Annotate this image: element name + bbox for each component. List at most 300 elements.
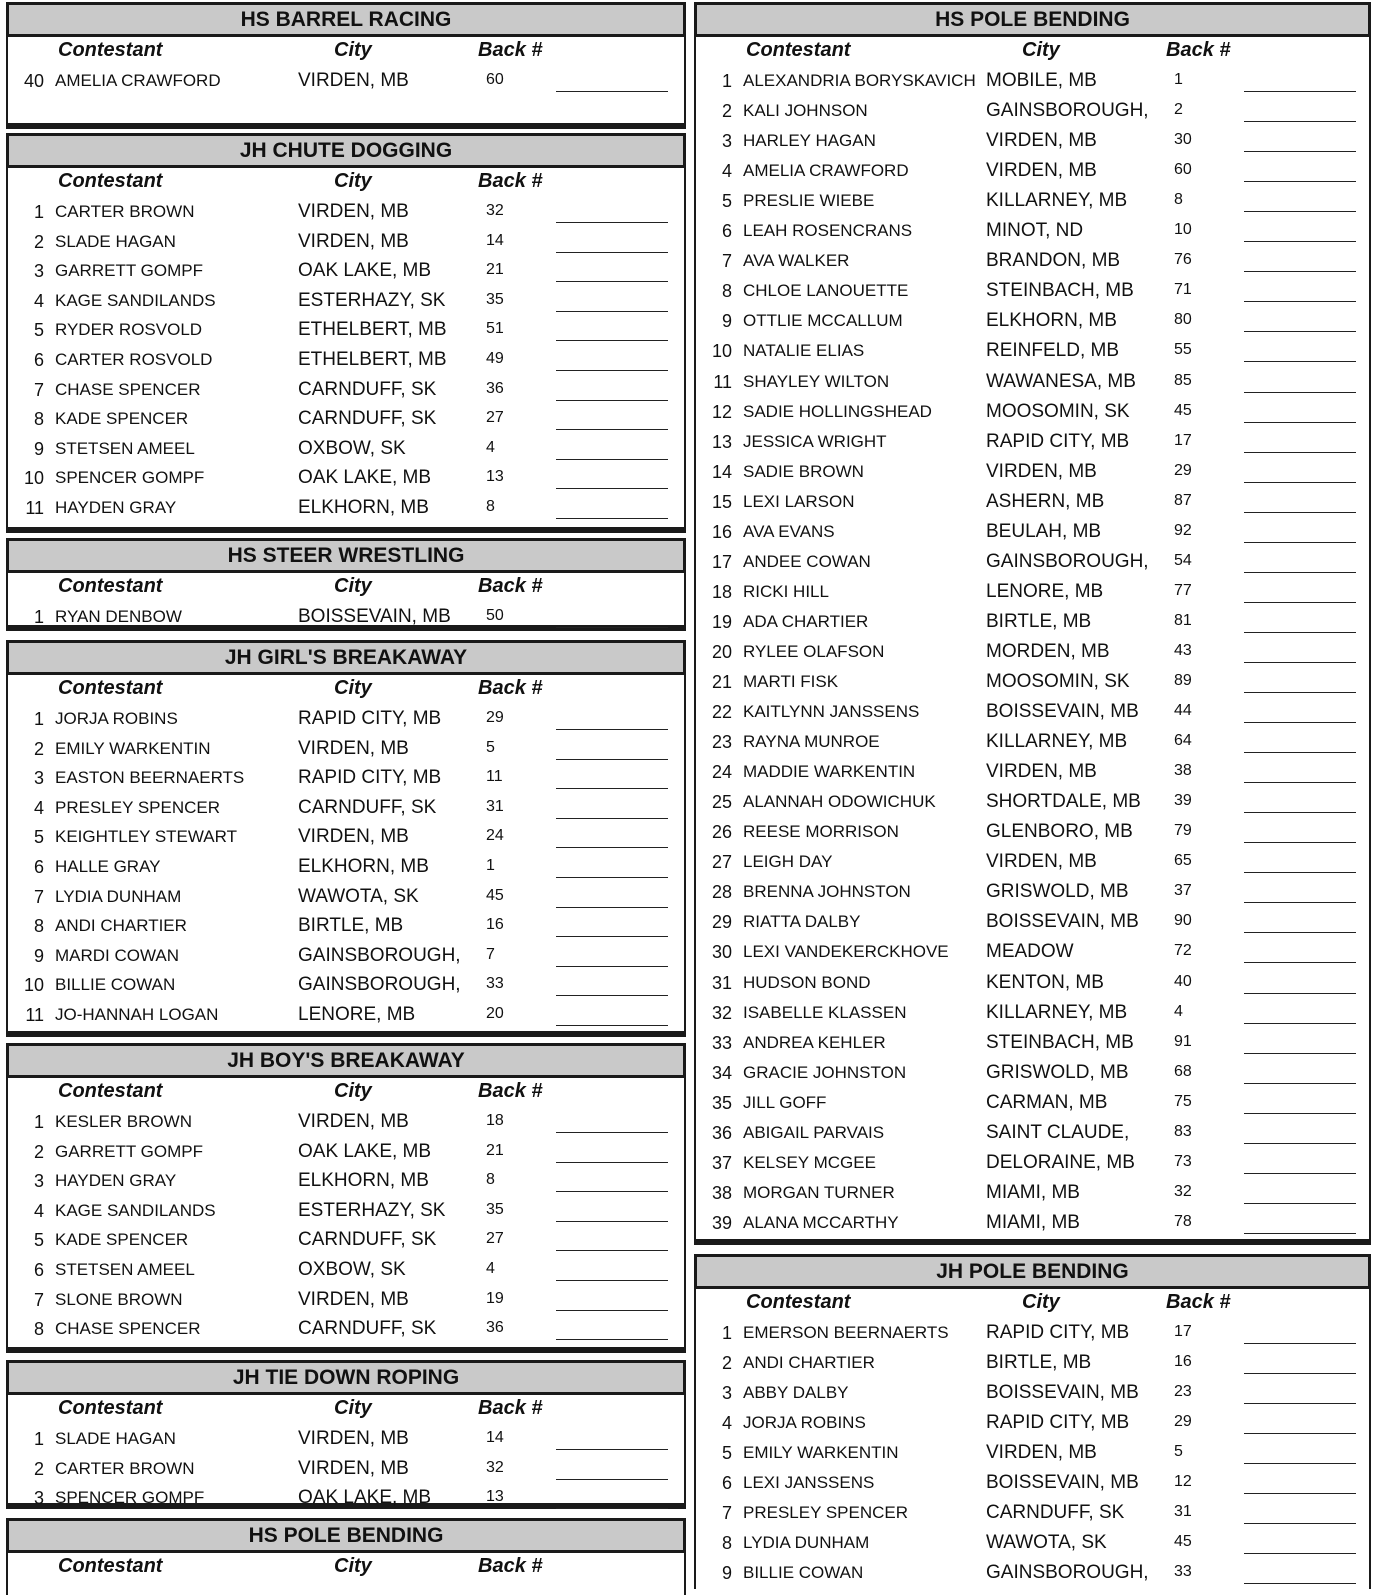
- back-number: 72: [1174, 942, 1192, 960]
- back-number: 73: [1174, 1152, 1192, 1170]
- score-line[interactable]: [1244, 1493, 1356, 1494]
- back-number: 77: [1174, 581, 1192, 599]
- row-number: 8: [33, 916, 44, 937]
- back-number: 45: [486, 886, 504, 904]
- table-row: [8, 1315, 684, 1345]
- back-number: 50: [486, 607, 504, 624]
- table-row: [8, 1167, 684, 1197]
- contestant-name: HAYDEN GRAY: [55, 498, 177, 517]
- back-number: 92: [1174, 521, 1192, 539]
- contestant-city: BOISSEVAIN, MB: [986, 1472, 1139, 1494]
- table-row: [8, 67, 684, 97]
- contestant-name: SPENCER GOMPF: [55, 468, 205, 488]
- score-line[interactable]: [556, 429, 668, 430]
- score-line[interactable]: [556, 1310, 668, 1311]
- contestant-name: RICKI HILL: [743, 581, 829, 601]
- score-line[interactable]: [1244, 842, 1356, 843]
- row-number: 4: [33, 797, 44, 818]
- contestant-name: LYDIA DUNHAM: [55, 886, 182, 906]
- score-line[interactable]: [556, 459, 668, 460]
- score-line[interactable]: [556, 370, 668, 371]
- contestant-name: MORGAN TURNER: [743, 1182, 895, 1202]
- back-number: 20: [486, 1005, 504, 1022]
- contestant-name: ANDREA KEHLER: [743, 1032, 886, 1052]
- back-number: 21: [486, 261, 504, 279]
- score-line[interactable]: [1244, 331, 1356, 332]
- contestant-city: ESTERHAZY, SK: [298, 1199, 446, 1221]
- contestant-name: JILL GOFF: [743, 1092, 827, 1112]
- contestant-city: GAINSBOROUGH,: [986, 100, 1149, 122]
- score-line[interactable]: [1244, 361, 1356, 362]
- contestant-city: ETHELBERT, MB: [298, 349, 447, 370]
- table-row: [696, 157, 1369, 187]
- contestant-name: EASTON BEERNAERTS: [55, 768, 245, 788]
- back-number: 36: [486, 1319, 504, 1337]
- score-line[interactable]: [1244, 392, 1356, 393]
- score-line[interactable]: [1244, 632, 1356, 633]
- contestant-name: CHASE SPENCER: [55, 1319, 201, 1339]
- score-line[interactable]: [1244, 782, 1356, 783]
- table-row: [696, 1029, 1369, 1059]
- contestant-name: KADE SPENCER: [55, 409, 189, 429]
- row-number: 33: [711, 1032, 732, 1053]
- score-line[interactable]: [556, 877, 668, 878]
- table-row: [8, 376, 684, 406]
- column-headers: [696, 39, 1369, 67]
- contestant-name: RYDER ROSVOLD: [55, 320, 203, 340]
- contestant-city: OXBOW, SK: [298, 437, 406, 459]
- row-number: 1: [721, 71, 732, 91]
- score-line[interactable]: [556, 627, 668, 628]
- score-line[interactable]: [1244, 91, 1356, 92]
- contestant-name: PRESLEY SPENCER: [55, 797, 221, 817]
- contestant-city: MOOSOMIN, SK: [986, 671, 1130, 692]
- score-line[interactable]: [1244, 241, 1356, 242]
- table-row: [696, 1409, 1369, 1439]
- contestant-name: CARTER BROWN: [55, 1458, 195, 1478]
- contestant-city: STEINBACH, MB: [986, 280, 1134, 302]
- contestant-name: JESSICA WRIGHT: [743, 431, 887, 451]
- contestant-name: BILLIE COWAN: [55, 975, 176, 995]
- contestant-name: ALANNAH ODOWICHUK: [743, 792, 936, 812]
- column-header-contestant: Contestant: [746, 39, 851, 61]
- contestant-name: GARRETT GOMPF: [55, 261, 203, 281]
- column-headers: [8, 1080, 684, 1108]
- contestant-name: LEIGH DAY: [743, 852, 833, 872]
- score-line[interactable]: [556, 1250, 668, 1251]
- table-row: [696, 548, 1369, 578]
- table-row: [696, 999, 1369, 1029]
- contestant-name: AVA WALKER: [743, 251, 850, 271]
- score-line[interactable]: [556, 966, 668, 967]
- back-number: 29: [1174, 1413, 1192, 1431]
- row-number: 35: [711, 1092, 732, 1113]
- contestant-city: MOOSOMIN, SK: [986, 400, 1130, 422]
- score-line[interactable]: [1244, 572, 1356, 573]
- score-line[interactable]: [1244, 452, 1356, 453]
- contestant-name: SHAYLEY WILTON: [743, 371, 890, 391]
- contestant-name: STETSEN AMEEL: [55, 1260, 195, 1279]
- row-number: 26: [711, 822, 732, 843]
- row-number: 7: [33, 886, 44, 907]
- score-line[interactable]: [1244, 1523, 1356, 1524]
- table-row: [696, 938, 1369, 968]
- table-row: [696, 1529, 1369, 1559]
- back-number: 4: [486, 1260, 495, 1277]
- table-row: [696, 1089, 1369, 1119]
- row-number: 30: [711, 942, 732, 963]
- score-line[interactable]: [1244, 301, 1356, 302]
- score-line[interactable]: [1244, 872, 1356, 873]
- table-row: [696, 307, 1369, 337]
- score-line[interactable]: [1244, 692, 1356, 693]
- contestant-city: BOISSEVAIN, MB: [986, 1382, 1139, 1404]
- contestant-city: RAPID CITY, MB: [986, 430, 1130, 452]
- back-number: 87: [1174, 491, 1192, 509]
- back-number: 65: [1174, 852, 1192, 870]
- contestant-name: ADA CHARTIER: [743, 611, 869, 631]
- contestant-city: VIRDEN, MB: [986, 460, 1097, 482]
- back-number: 10: [1174, 221, 1192, 239]
- contestant-name: LEXI VANDEKERCKHOVE: [743, 942, 949, 962]
- score-line[interactable]: [556, 907, 668, 908]
- score-line[interactable]: [1244, 1403, 1356, 1404]
- column-headers: [8, 170, 684, 198]
- section-title: HS BARREL RACING: [6, 2, 686, 37]
- score-line[interactable]: [1244, 1203, 1356, 1204]
- contestant-name: JORJA ROBINS: [55, 709, 178, 728]
- score-line[interactable]: [1244, 932, 1356, 933]
- table-row: [8, 435, 684, 465]
- contestant-city: LENORE, MB: [986, 580, 1104, 602]
- contestant-city: ASHERN, MB: [986, 490, 1105, 512]
- table-row: [8, 1256, 684, 1286]
- contestant-city: VIRDEN, MB: [986, 851, 1097, 873]
- row-number: 1: [33, 607, 44, 627]
- score-line[interactable]: [556, 1339, 668, 1340]
- score-line[interactable]: [1244, 1143, 1356, 1144]
- row-number: 7: [721, 251, 732, 272]
- row-number: 7: [33, 1289, 44, 1310]
- table-row: [8, 228, 684, 258]
- score-line[interactable]: [556, 818, 668, 819]
- contestant-name: KADE SPENCER: [55, 1230, 189, 1250]
- contestant-city: CARNDUFF, SK: [298, 1229, 437, 1251]
- back-number: 38: [1174, 762, 1192, 780]
- table-row: [696, 277, 1369, 307]
- back-number: 76: [1174, 251, 1192, 269]
- score-line[interactable]: [1244, 1463, 1356, 1464]
- table-row: [696, 608, 1369, 638]
- back-number: 4: [1174, 1002, 1183, 1020]
- section-body: [6, 1078, 686, 1353]
- row-number: 2: [33, 231, 44, 252]
- back-number: 8: [486, 1171, 495, 1189]
- score-line[interactable]: [1244, 602, 1356, 603]
- score-line[interactable]: [556, 729, 668, 730]
- contestant-name: ABBY DALBY: [743, 1383, 849, 1403]
- section-title: JH TIE DOWN ROPING: [6, 1360, 686, 1395]
- contestant-name: KAGE SANDILANDS: [55, 1200, 216, 1220]
- score-line[interactable]: [1244, 512, 1356, 513]
- contestant-name: JORJA ROBINS: [743, 1413, 866, 1433]
- column-header-city: City: [1022, 1291, 1060, 1313]
- back-number: 45: [1174, 1533, 1192, 1551]
- score-line[interactable]: [1244, 1373, 1356, 1374]
- score-line[interactable]: [1244, 993, 1356, 994]
- row-number: 36: [711, 1122, 732, 1143]
- back-number: 35: [486, 290, 504, 308]
- back-number: 21: [486, 1141, 504, 1159]
- score-line[interactable]: [556, 1025, 668, 1026]
- row-number: 25: [711, 792, 732, 813]
- score-line[interactable]: [1244, 1023, 1356, 1024]
- contestant-city: SAINT CLAUDE,: [986, 1121, 1130, 1143]
- score-line[interactable]: [1244, 181, 1356, 182]
- row-number: 1: [721, 1323, 732, 1343]
- table-row: [696, 908, 1369, 938]
- contestant-city: MORDEN, MB: [986, 640, 1110, 662]
- back-number: 12: [1174, 1473, 1192, 1491]
- contestant-name: AVA EVANS: [743, 521, 835, 541]
- back-number: 5: [1174, 1443, 1183, 1461]
- table-row: [696, 969, 1369, 999]
- column-header-back: Back #: [478, 39, 543, 61]
- contestant-name: GARRETT GOMPF: [55, 1141, 203, 1161]
- back-number: 35: [486, 1200, 504, 1218]
- score-line[interactable]: [556, 222, 668, 223]
- table-row: [696, 1469, 1369, 1499]
- column-header-contestant: Contestant: [58, 1397, 163, 1419]
- contestant-city: STEINBACH, MB: [986, 1031, 1134, 1053]
- back-number: 33: [486, 975, 504, 993]
- contestant-name: ABIGAIL PARVAIS: [743, 1122, 885, 1142]
- score-line[interactable]: [1244, 722, 1356, 723]
- score-line[interactable]: [1244, 1083, 1356, 1084]
- score-line[interactable]: [556, 281, 668, 282]
- row-number: 3: [721, 1383, 732, 1404]
- score-line[interactable]: [556, 1162, 668, 1163]
- row-number: 2: [33, 1141, 44, 1162]
- contestant-city: BIRTLE, MB: [986, 610, 1092, 632]
- table-row: [8, 1455, 684, 1485]
- contestant-city: ESTERHAZY, SK: [298, 289, 446, 311]
- row-number: 9: [721, 311, 732, 332]
- column-header-city: City: [334, 170, 372, 192]
- table-row: [8, 942, 684, 972]
- row-number: 5: [33, 827, 44, 848]
- score-line[interactable]: [556, 759, 668, 760]
- column-header-contestant: Contestant: [58, 1080, 163, 1102]
- table-row: [8, 1484, 684, 1514]
- score-line[interactable]: [1244, 271, 1356, 272]
- score-line[interactable]: [1244, 1053, 1356, 1054]
- back-number: 79: [1174, 822, 1192, 840]
- score-line[interactable]: [1244, 902, 1356, 903]
- back-number: 39: [1174, 792, 1192, 810]
- contestant-city: VIRDEN, MB: [986, 160, 1097, 182]
- row-number: 6: [33, 350, 44, 370]
- column-header-contestant: Contestant: [58, 1555, 163, 1577]
- back-number: 37: [1174, 882, 1192, 900]
- score-line[interactable]: [556, 936, 668, 937]
- score-line[interactable]: [556, 91, 668, 92]
- contestant-name: REESE MORRISON: [743, 822, 899, 842]
- contestant-city: OAK LAKE, MB: [298, 467, 432, 489]
- contestant-city: OAK LAKE, MB: [298, 1140, 432, 1162]
- score-line[interactable]: [1244, 1583, 1356, 1584]
- column-header-contestant: Contestant: [58, 677, 163, 699]
- back-number: 80: [1174, 311, 1192, 329]
- contestant-city: ELKHORN, MB: [986, 310, 1117, 332]
- contestant-name: GRACIE JOHNSTON: [743, 1062, 907, 1082]
- score-line[interactable]: [1244, 121, 1356, 122]
- score-line[interactable]: [556, 518, 668, 519]
- score-line[interactable]: [556, 1479, 668, 1480]
- back-number: 23: [1174, 1383, 1192, 1401]
- table-row: [8, 346, 684, 376]
- score-line[interactable]: [556, 847, 668, 848]
- row-number: 29: [711, 912, 732, 933]
- table-row: [696, 488, 1369, 518]
- contestant-name: EMERSON BEERNAERTS: [743, 1323, 949, 1342]
- row-number: 37: [711, 1152, 732, 1173]
- score-line[interactable]: [1244, 422, 1356, 423]
- contestant-name: RIATTA DALBY: [743, 912, 861, 932]
- score-line[interactable]: [1244, 1173, 1356, 1174]
- contestant-city: VIRDEN, MB: [298, 1111, 409, 1132]
- column-headers: [8, 1397, 684, 1425]
- table-row: [696, 337, 1369, 367]
- section-title: JH BOY'S BREAKAWAY: [6, 1043, 686, 1078]
- back-number: 51: [486, 320, 504, 338]
- contestant-name: MARTI FISK: [743, 672, 839, 691]
- column-header-back: Back #: [478, 677, 543, 699]
- score-line[interactable]: [1244, 151, 1356, 152]
- score-line[interactable]: [556, 1191, 668, 1192]
- contestant-name: KAITLYNN JANSSENS: [743, 702, 920, 722]
- score-line[interactable]: [1244, 962, 1356, 963]
- score-line[interactable]: [556, 1508, 668, 1509]
- score-line[interactable]: [1244, 1233, 1356, 1234]
- contestant-city: OXBOW, SK: [298, 1259, 406, 1280]
- contestant-name: RAYNA MUNROE: [743, 732, 880, 752]
- back-number: 31: [486, 797, 504, 815]
- score-line[interactable]: [556, 252, 668, 253]
- contestant-name: SADIE HOLLINGSHEAD: [743, 401, 932, 421]
- table-row: [696, 638, 1369, 668]
- column-header-city: City: [334, 677, 372, 699]
- contestant-name: MARDI COWAN: [55, 945, 180, 965]
- back-number: 81: [1174, 611, 1192, 629]
- row-number: 6: [33, 1260, 44, 1280]
- contestant-city: CARMAN, MB: [986, 1091, 1108, 1113]
- table-row: [696, 67, 1369, 97]
- contestant-name: STETSEN AMEEL: [55, 438, 195, 458]
- row-number: 12: [711, 401, 732, 422]
- score-line[interactable]: [556, 340, 668, 341]
- contestant-name: RYAN DENBOW: [55, 607, 182, 626]
- back-number: 29: [486, 709, 504, 726]
- score-line[interactable]: [556, 400, 668, 401]
- table-row: [696, 1379, 1369, 1409]
- score-line[interactable]: [1244, 1343, 1356, 1344]
- score-line[interactable]: [556, 788, 668, 789]
- table-row: [696, 368, 1369, 398]
- table-row: [696, 1119, 1369, 1149]
- table-row: [696, 578, 1369, 608]
- row-number: 27: [711, 852, 732, 873]
- back-number: 90: [1174, 912, 1192, 930]
- contestant-city: ELKHORN, MB: [298, 497, 429, 518]
- contestant-city: VIRDEN, MB: [298, 70, 409, 91]
- column-headers: [8, 39, 684, 67]
- contestant-name: RYLEE OLAFSON: [743, 641, 885, 661]
- contestant-name: HUDSON BOND: [743, 972, 871, 992]
- score-line[interactable]: [556, 488, 668, 489]
- section-body: [6, 1553, 686, 1595]
- back-number: 78: [1174, 1212, 1192, 1230]
- score-line[interactable]: [1244, 752, 1356, 753]
- table-row: [8, 1138, 684, 1168]
- contestant-city: VIRDEN, MB: [986, 1442, 1097, 1464]
- back-number: 14: [486, 1429, 504, 1446]
- right-column: [694, 0, 1371, 1595]
- column-headers: [8, 575, 684, 603]
- score-line[interactable]: [556, 1280, 668, 1281]
- row-number: 39: [711, 1212, 732, 1233]
- contestant-city: BOISSEVAIN, MB: [298, 606, 451, 627]
- row-number: 1: [33, 1429, 44, 1449]
- column-header-contestant: Contestant: [58, 575, 163, 597]
- contestant-city: CARNDUFF, SK: [298, 1318, 437, 1340]
- score-line[interactable]: [1244, 211, 1356, 212]
- table-row: [8, 853, 684, 883]
- row-number: 2: [33, 738, 44, 759]
- score-line[interactable]: [1244, 542, 1356, 543]
- row-number: 16: [711, 521, 732, 542]
- row-number: 34: [711, 1062, 732, 1083]
- score-line[interactable]: [1244, 482, 1356, 483]
- score-line[interactable]: [556, 1132, 668, 1133]
- score-line[interactable]: [556, 1449, 668, 1450]
- table-row: [8, 198, 684, 228]
- column-header-city: City: [334, 39, 372, 61]
- contestant-city: MIAMI, MB: [986, 1181, 1080, 1203]
- score-line[interactable]: [1244, 1433, 1356, 1434]
- score-line[interactable]: [556, 1221, 668, 1222]
- contestant-city: GRISWOLD, MB: [986, 1061, 1129, 1083]
- column-headers: [8, 1555, 684, 1583]
- score-line[interactable]: [1244, 1113, 1356, 1114]
- row-number: 2: [33, 1458, 44, 1479]
- back-number: 19: [486, 1289, 504, 1307]
- section-title: HS POLE BENDING: [6, 1518, 686, 1553]
- score-line[interactable]: [556, 311, 668, 312]
- contestant-city: KILLARNEY, MB: [986, 190, 1128, 212]
- score-line[interactable]: [1244, 662, 1356, 663]
- score-line[interactable]: [556, 995, 668, 996]
- contestant-name: KEIGHTLEY STEWART: [55, 827, 238, 847]
- back-number: 54: [1174, 551, 1192, 569]
- contestant-city: GAINSBOROUGH,: [298, 974, 461, 996]
- contestant-city: VIRDEN, MB: [298, 230, 409, 252]
- score-line[interactable]: [1244, 812, 1356, 813]
- table-row: [696, 698, 1369, 728]
- contestant-name: KELSEY MCGEE: [743, 1152, 876, 1172]
- contestant-city: VIRDEN, MB: [298, 1457, 409, 1479]
- score-line[interactable]: [1244, 1553, 1356, 1554]
